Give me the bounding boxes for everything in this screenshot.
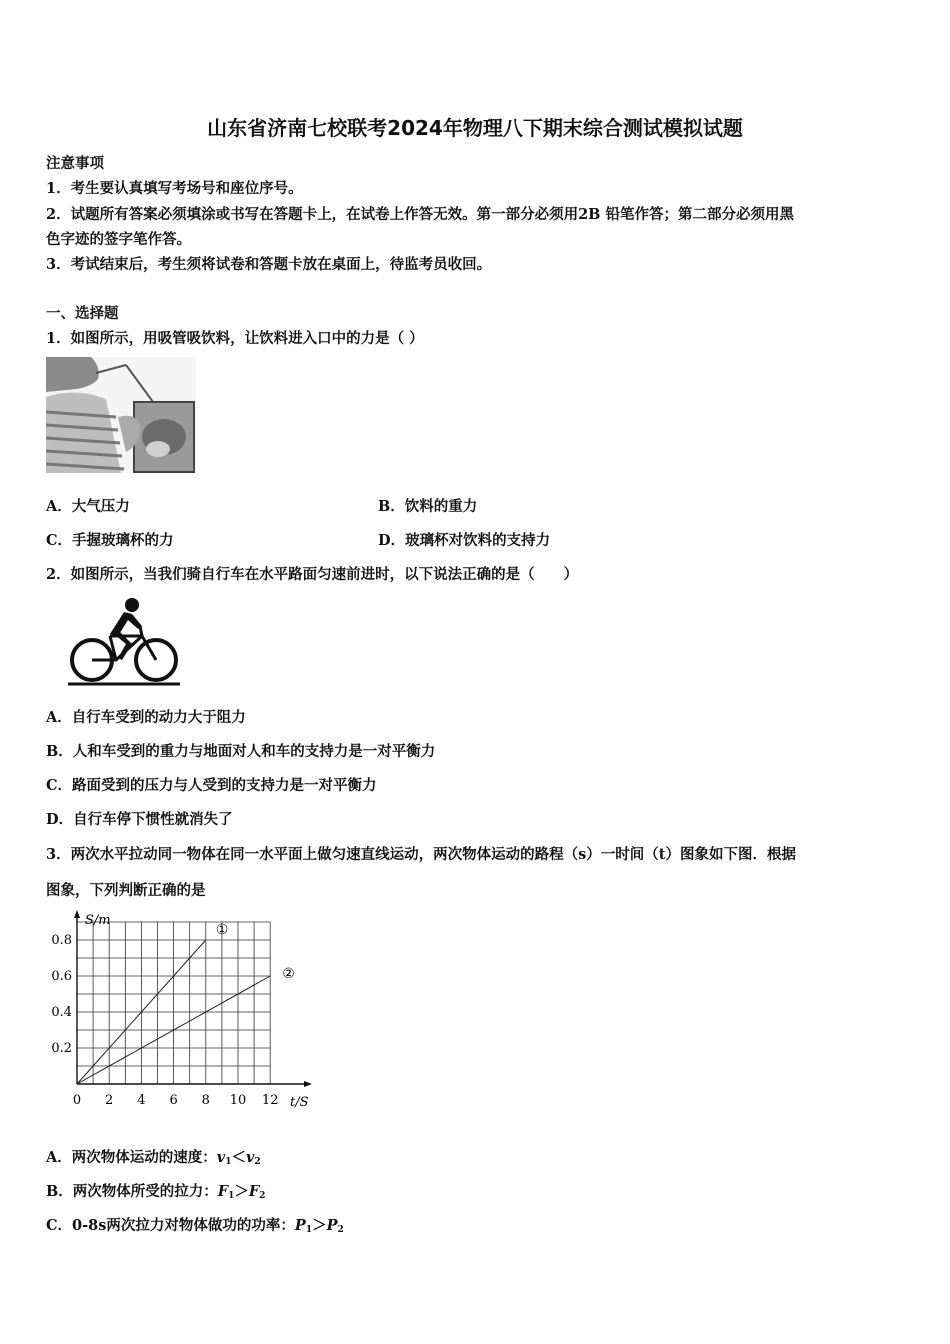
q2-option-a[interactable]: A．自行车受到的动力大于阻力	[46, 709, 246, 726]
bicycle-rider-image	[66, 596, 182, 690]
q1-option-a[interactable]: A．大气压力	[46, 498, 130, 515]
y-axis-arrow	[74, 910, 80, 918]
q3-stem-line1: 3．两次水平拉动同一物体在同一水平面上做匀速直线运动，两次物体运动的路程（s）一时间（t）图象如下图．根据	[46, 846, 796, 863]
y-tick-label: 0.8	[51, 933, 72, 948]
x-tick-label: 12	[261, 1093, 279, 1108]
q3-option-b-op: ＞	[234, 1183, 249, 1200]
notice-item-2: 2．试题所有答案必须填涂或书写在答题卡上，在试卷上作答无效。第一部分必须用2B 铅笔作答；第二部分必须用黑	[46, 206, 794, 223]
y-tick-label: 0.2	[51, 1041, 72, 1056]
notice-heading: 注意事项	[46, 155, 104, 172]
q3-option-c[interactable]	[46, 1214, 344, 1235]
series-label-2: ②	[282, 966, 295, 982]
q3-option-c-p2: P	[326, 1217, 338, 1234]
q1-stem: 1．如图所示，用吸管吸饮料，让饮料进入口中的力是（ ）	[46, 330, 424, 347]
q2-option-b[interactable]: B．人和车受到的重力与地面对人和车的支持力是一对平衡力	[46, 743, 436, 760]
s-t-graph	[40, 908, 320, 1113]
q1-option-b[interactable]: B．饮料的重力	[378, 498, 478, 515]
straw-drink-image	[46, 357, 196, 473]
notice-item-1: 1．考生要认真填写考场号和座位序号。	[46, 180, 303, 197]
q1-option-c[interactable]: C．手握玻璃杯的力	[46, 532, 174, 549]
q2-option-c[interactable]: C．路面受到的压力与人受到的支持力是一对平衡力	[46, 777, 377, 794]
y-tick-label: 0.6	[51, 969, 72, 984]
q3-option-a-v2: v	[245, 1149, 255, 1166]
q3-option-a-v1: v	[216, 1149, 226, 1166]
x-tick-label: 2	[105, 1093, 114, 1108]
chart-grid	[77, 922, 270, 1084]
x-tick-label: 0	[72, 1093, 82, 1108]
q2-option-d[interactable]: D．自行车停下惯性就消失了	[46, 811, 233, 828]
x-tick-label: 6	[169, 1093, 178, 1108]
s-t-chart-svg	[40, 908, 320, 1113]
x-tick-label: 8	[201, 1093, 210, 1108]
q3-option-b-sub2: 2	[259, 1191, 266, 1201]
q1-option-d[interactable]: D．玻璃杯对饮料的支持力	[378, 532, 551, 549]
x-tick-label: 4	[137, 1093, 146, 1108]
q3-option-b-f1: F	[217, 1183, 229, 1200]
q3-option-a-text: A．两次物体运动的速度：	[46, 1149, 217, 1166]
q3-option-b-sub1: 1	[228, 1191, 235, 1201]
x-axis-arrow	[304, 1081, 312, 1087]
y-axis-label: S/m	[85, 913, 111, 928]
q3-option-a[interactable]	[46, 1146, 261, 1167]
q2-stem: 2．如图所示，当我们骑自行车在水平路面匀速前进时，以下说法正确的是（ ）	[46, 566, 579, 583]
section-heading: 一、选择题	[46, 305, 119, 322]
q3-option-a-sub2: 2	[254, 1157, 261, 1167]
q3-stem-line2: 图象，下列判断正确的是	[46, 882, 206, 899]
notice-item-2-cont: 色字迹的签字笔作答。	[46, 231, 191, 248]
q3-option-c-p1: P	[294, 1217, 306, 1234]
q3-option-b[interactable]	[46, 1180, 265, 1201]
q3-option-c-op: ＞	[312, 1217, 327, 1234]
q3-option-b-f2: F	[248, 1183, 260, 1200]
q3-option-a-sub1: 1	[225, 1157, 232, 1167]
q3-option-b-text: B．两次物体所受的拉力：	[46, 1183, 218, 1200]
q3-option-c-sub2: 2	[337, 1225, 344, 1235]
y-tick-label: 0.4	[51, 1005, 72, 1020]
x-tick-label: 10	[229, 1093, 247, 1108]
q3-option-c-text: C．0-8s两次拉力对物体做功的功率：	[46, 1217, 295, 1234]
series-label-1: ①	[215, 922, 229, 938]
q3-option-c-sub1: 1	[305, 1225, 313, 1235]
notice-item-3: 3．考试结束后，考生须将试卷和答题卡放在桌面上，待监考员收回。	[46, 256, 492, 273]
x-axis-label: t/S	[290, 1095, 309, 1110]
chart-axes	[74, 910, 312, 1087]
page-title: 山东省济南七校联考2024年物理八下期末综合测试模拟试题	[207, 116, 743, 140]
q3-option-a-op: ＜	[231, 1149, 246, 1166]
